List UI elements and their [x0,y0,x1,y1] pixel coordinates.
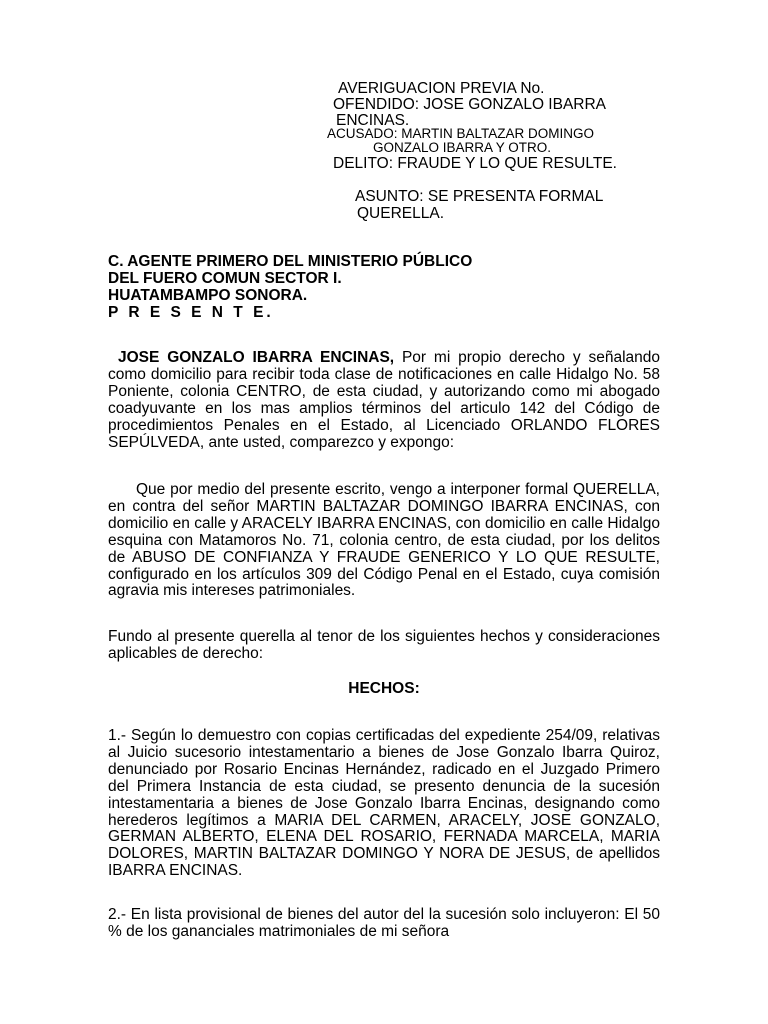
addressee-line-1: C. AGENTE PRIMERO DEL MINISTERIO PÚBLICO [108,253,473,270]
ofendido-line-1: OFENDIDO: JOSE GONZALO IBARRA [333,96,607,113]
asunto-line-2: QUERELLA. [357,205,445,222]
ofendido-line-2: ENCINAS. [336,112,410,129]
intro-name: JOSE GONZALO IBARRA ENCINAS, [118,349,395,366]
averiguacion-line: AVERIGUACION PREVIA No. [338,80,545,97]
acusado-line-1: ACUSADO: MARTIN BALTAZAR DOMINGO [327,126,595,141]
fundamento-paragraph: Fundo al presente querella al tenor de los siguientes hechos y consideraciones aplicables de derecho: [108,628,660,662]
acusado-line-2: GONZALO IBARRA Y OTRO. [373,140,552,155]
hechos-heading: HECHOS: [348,680,420,697]
hecho-2-paragraph: 2.- En lista provisional de bienes del autor del la sucesión solo incluyeron: El 50 % de los gananciales matrimoniales de mi señora [108,906,660,940]
asunto-line-1: ASUNTO: SE PRESENTA FORMAL [355,188,604,205]
hecho-1-paragraph: 1.- Según lo demuestro con copias certificadas del expediente 254/09, relativas al Juicio sucesorio intestamentario a bienes de Jose Gonzalo Ibarra Quiroz, denunciado por Rosario Encinas Hernández, radicado en el Juzgado Primero del Primera Instancia de esta ciudad, se presento denuncia de la sucesión intestamentaria a bienes de Jose Gonzalo Ibarra Encinas, designando como herederos legítimos a MARIA DEL CARMEN, ARACELY, JOSE GONZALO, GERMAN ALBERTO, ELENA DEL ROSARIO, FERNADA MARCELA, MARIA DOLORES, MARTIN BALTAZAR DOMINGO Y NORA DE JESUS, de apellidos IBARRA ENCINAS. [108,727,660,880]
delito-line: DELITO: FRAUDE Y LO QUE RESULTE. [333,155,617,172]
addressee-line-4: P R E S E N T E. [108,304,274,321]
intro-text: Por mi propio derecho y señalando como domicilio para recibir toda clase de notificaciones en calle Hidalgo No. 58 Poniente, colonia CENTRO, de esta ciudad, y autorizando como mi abogado coadyuvante en los mas amplios términos del articulo 142 del Código de procedimientos Penales en el Estado, al Licenciado ORLANDO FLORES SEPÚLVEDA, ante usted, comparezco y expongo: [108,349,661,451]
querella-paragraph: Que por medio del presente escrito, vengo a interponer formal QUERELLA, en contra del señor MARTIN BALTAZAR DOMINGO IBARRA ENCINAS, con domicilio en calle y ARACELY IBARRA ENCINAS, con domicilio en calle Hidalgo esquina con Matamoros No. 71, colonia centro, de esta ciudad, por los delitos de ABUSO DE CONFIANZA Y FRAUDE GENERICO Y LO QUE RESULTE, configurado en los artículos 309 del Código Penal en el Estado, cuya comisión agravia mis intereses patrimoniales. [108,481,660,600]
intro-paragraph [108,350,660,451]
addressee-line-2: DEL FUERO COMUN SECTOR I. [108,270,342,287]
addressee-line-3: HUATAMBAMPO SONORA. [108,287,308,304]
